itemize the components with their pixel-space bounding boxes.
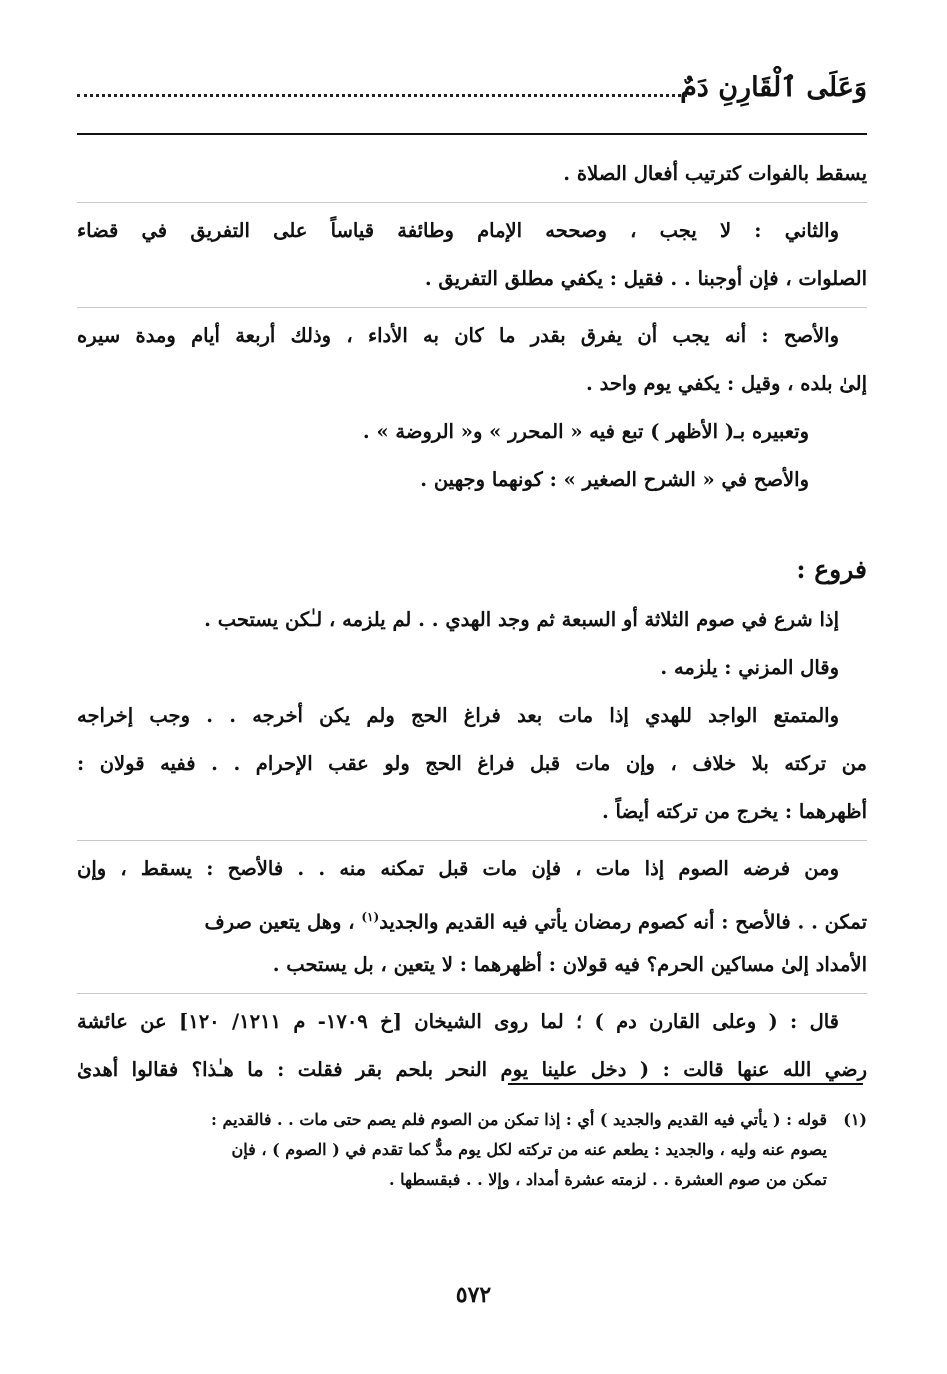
footnote-rule — [508, 1083, 863, 1085]
paragraph-separator — [77, 840, 867, 841]
text-line: الأمداد إلىٰ مساكين الحرم؟ فيه قولان : أظهرهما : لا يتعين ، بل يستحب . — [272, 953, 867, 976]
text-segment: ، وهل يتعين صرف — [204, 910, 362, 934]
text-line: وتعبيره بـ( الأظهر ) تبع فيه « المحرر » و« الروضة » . — [362, 420, 809, 443]
text-line: من تركته بلا خلاف ، وإن مات قبل فراغ الحج ولو عقب الإحرام . . ففيه قولان : — [77, 752, 867, 775]
text-segment: تمكن . . فالأصح : أنه كصوم رمضان يأتي فيه القديم والجديد — [379, 910, 867, 934]
text-line: ومن فرضه الصوم إذا مات ، فإن مات قبل تمكنه منه . . فالأصح : يسقط ، وإن — [77, 857, 839, 880]
text-line — [77, 893, 867, 941]
footnote-line: تمكن من صوم العشرة . . لزمته عشرة أمداد ، وإلا . . فبقسطها . — [389, 1170, 827, 1189]
page-number: ٥٧٢ — [455, 1282, 492, 1308]
header-dotted-leader — [77, 94, 687, 97]
paragraph-separator — [77, 202, 867, 203]
section-spacer — [77, 504, 867, 544]
header-title: وَعَلَى ٱلْقَارِنِ دَمٌ — [680, 72, 867, 103]
text-line: والمتمتع الواجد للهدي إذا مات بعد فراغ الحج ولم يكن أخرجه . . وجب إخراجه — [77, 704, 839, 727]
text-line: قال : ( وعلى القارن دم ) ؛ لما روى الشيخان [خ ١٧٠٩- م ١٢١١/ ١٢٠] عن عائشة — [77, 1010, 840, 1033]
text-line: يسقط بالفوات كترتيب أفعال الصلاة . — [563, 162, 867, 185]
text-line: وقال المزني : يلزمه . — [660, 656, 839, 679]
text-line: إذا شرع في صوم الثلاثة أو السبعة ثم وجد الهدي . . لم يلزمه ، لـٰكن يستحب . — [204, 608, 839, 631]
footnote-number: (١) — [843, 1110, 867, 1129]
footnote-reference: (١) — [361, 910, 380, 924]
footnote-text: قوله : ( يأتي فيه القديم والجديد ) أي : إذا تمكن من الصوم فلم يصم حتى مات . . فالقديم : — [211, 1110, 827, 1129]
section-heading: فروع : — [796, 555, 867, 584]
footnote-line: يصوم عنه وليه ، والجديد : يطعم عنه من تركته لكل يوم مدٌّ كما تقدم في ( الصوم ) ، فإن — [231, 1140, 827, 1159]
text-line: الصلوات ، فإن أوجبنا . . فقيل : يكفي مطلق التفريق . — [424, 267, 867, 290]
footnotes — [77, 1105, 867, 1195]
text-line: والأصح في « الشرح الصغير » : كونهما وجهين . — [420, 468, 809, 491]
text-line: إلىٰ بلده ، وقيل : يكفي يوم واحد . — [586, 372, 867, 395]
text-line: أظهرهما : يخرج من تركته أيضاً . — [601, 800, 867, 823]
running-header — [77, 72, 867, 116]
text-line: والأصح : أنه يجب أن يفرق بقدر ما كان به الأداء ، وذلك أربعة أيام ومدة سيره — [77, 324, 839, 347]
footnote-line — [77, 1105, 867, 1135]
paragraph-separator — [77, 307, 867, 308]
header-rule — [77, 133, 867, 135]
text-line: رضي الله عنها قالت : ( دخل علينا يوم النحر بلحم بقر فقلت : ما هـٰذا؟ فقالوا أهدىٰ — [77, 1058, 867, 1081]
main-text — [77, 150, 867, 1094]
paragraph-separator — [77, 993, 867, 994]
text-line: والثاني : لا يجب ، وصححه الإمام وطائفة قياساً على التفريق في قضاء — [77, 219, 839, 242]
